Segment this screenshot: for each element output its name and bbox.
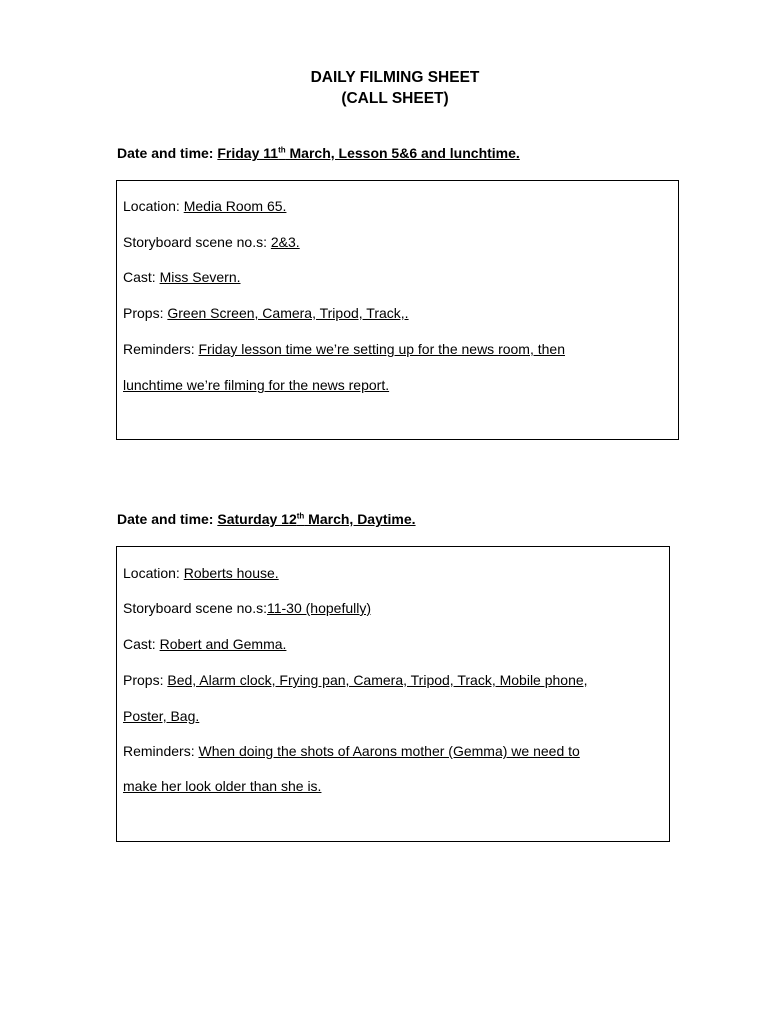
- location-row: Location: Media Room 65.: [123, 198, 287, 214]
- props-value-continued: Poster, Bag.: [123, 708, 200, 724]
- scene-value: 11-30 (hopefully): [266, 600, 372, 616]
- location-value: Media Room 65.: [183, 198, 287, 214]
- reminders-row-continued: [123, 778, 321, 794]
- reminders-value: Friday lesson time we’re setting up for the news room, then: [198, 341, 565, 357]
- date-time-value: Friday 11th March, Lesson 5&6 and lunchtime.: [217, 145, 520, 161]
- props-row: Props: Green Screen, Camera, Tripod, Track,.: [123, 305, 409, 321]
- props-value: Green Screen, Camera, Tripod, Track,.: [167, 305, 409, 321]
- cast-row: Cast: Robert and Gemma.: [123, 636, 287, 652]
- document-subtitle: (CALL SHEET): [341, 90, 449, 107]
- props-row: Props: Bed, Alarm clock, Frying pan, Camera, Tripod, Track, Mobile phone,: [123, 672, 588, 688]
- date-time-line-friday: [117, 145, 520, 161]
- reminders-row-continued: [123, 377, 389, 393]
- props-value: Bed, Alarm clock, Frying pan, Camera, Tripod, Track, Mobile phone,: [167, 672, 588, 688]
- scene-value: 2&3.: [270, 234, 300, 250]
- document-title: DAILY FILMING SHEET: [310, 69, 480, 86]
- date-time-line-saturday: [117, 511, 416, 527]
- location-value: Roberts house.: [183, 565, 279, 581]
- date-time-value: Saturday 12th March, Daytime.: [217, 511, 416, 527]
- call-sheet-box-friday: [116, 180, 679, 440]
- reminders-value-continued: make her look older than she is.: [123, 778, 322, 794]
- date-time-label: Date and time:: [117, 145, 214, 161]
- date-time-label: Date and time:: [117, 511, 214, 527]
- reminders-value: When doing the shots of Aarons mother (Gemma) we need to: [198, 743, 580, 759]
- cast-value: Miss Severn.: [159, 269, 241, 285]
- location-row: Location: Roberts house.: [123, 565, 279, 581]
- scene-row: Storyboard scene no.s:11-30 (hopefully): [123, 600, 372, 616]
- cast-row: Cast: Miss Severn.: [123, 269, 241, 285]
- scene-row: Storyboard scene no.s: 2&3.: [123, 234, 300, 250]
- reminders-value-continued: lunchtime we’re filming for the news report.: [123, 377, 390, 393]
- cast-value: Robert and Gemma.: [159, 636, 287, 652]
- reminders-row: Reminders: When doing the shots of Aarons mother (Gemma) we need to: [123, 743, 580, 759]
- call-sheet-box-saturday: [116, 546, 670, 842]
- reminders-row: Reminders: Friday lesson time we’re setting up for the news room, then: [123, 341, 565, 357]
- props-row-continued: [123, 708, 199, 724]
